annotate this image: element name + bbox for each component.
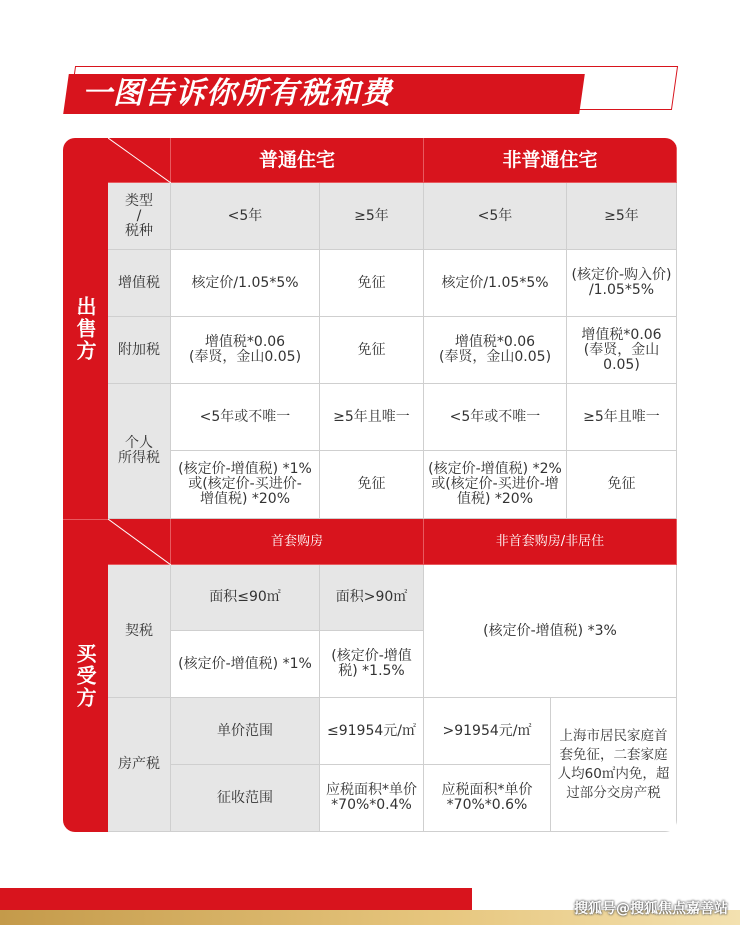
vat-cell: 核定价/1.05*5% bbox=[424, 250, 567, 317]
price-range-cell: >91954元/㎡ bbox=[424, 698, 551, 765]
deed-tax-label: 契税 bbox=[108, 565, 171, 698]
diagonal-corner bbox=[108, 138, 171, 183]
price-range-label: 单价范围 bbox=[171, 698, 320, 765]
property-tax-label: 房产税 bbox=[108, 698, 171, 832]
surcharge-cell: 增值税*0.06 (奉贤，金山0.05) bbox=[171, 317, 320, 384]
type-tax-header: 类型 / 税种 bbox=[108, 183, 171, 250]
property-tax-note: 上海市居民家庭首 套免征，二套家庭 人均60㎡内免，超 过部分交房产税 bbox=[551, 698, 677, 832]
vat-label: 增值税 bbox=[108, 250, 171, 317]
income-cell: 免征 bbox=[320, 451, 424, 519]
deed-area-cell: 面积>90㎡ bbox=[320, 565, 424, 631]
income-cell: 免征 bbox=[567, 451, 677, 519]
deed-rate-cell: (核定价-增值税) *1% bbox=[171, 631, 320, 698]
deed-nonfirst-cell: (核定价-增值税) *3% bbox=[424, 565, 677, 698]
period-cell: ≥5年 bbox=[567, 183, 677, 250]
nonfirst-home-header: 非首套购房/非居住 bbox=[424, 519, 677, 565]
income-tax-label: 个人 所得税 bbox=[108, 384, 171, 519]
income-condition-cell: <5年或不唯一 bbox=[171, 384, 320, 451]
levy-cell: 应税面积*单价 *70%*0.4% bbox=[320, 765, 424, 832]
surcharge-label: 附加税 bbox=[108, 317, 171, 384]
seller-side-label: 出售方 bbox=[63, 138, 108, 519]
tax-table bbox=[63, 138, 677, 832]
levy-cell: 应税面积*单价 *70%*0.6% bbox=[424, 765, 551, 832]
period-cell: <5年 bbox=[171, 183, 320, 250]
levy-range-label: 征收范围 bbox=[171, 765, 320, 832]
surcharge-cell: 增值税*0.06 (奉贤，金山0.05) bbox=[567, 317, 677, 384]
deed-area-cell: 面积≤90㎡ bbox=[171, 565, 320, 631]
surcharge-cell: 免征 bbox=[320, 317, 424, 384]
period-cell: ≥5年 bbox=[320, 183, 424, 250]
vat-cell: 免征 bbox=[320, 250, 424, 317]
diagonal-corner bbox=[108, 519, 171, 565]
surcharge-cell: 增值税*0.06 (奉贤，金山0.05) bbox=[424, 317, 567, 384]
income-cell: (核定价-增值税) *1% 或(核定价-买进价- 增值税) *20% bbox=[171, 451, 320, 519]
deed-rate-cell: (核定价-增值 税) *1.5% bbox=[320, 631, 424, 698]
ordinary-housing-header: 普通住宅 bbox=[171, 138, 424, 183]
footer-red-bar bbox=[0, 888, 472, 910]
buyer-side-label: 买受方 bbox=[63, 519, 108, 832]
income-cell: (核定价-增值税) *2% 或(核定价-买进价-增 值税) *20% bbox=[424, 451, 567, 519]
vat-cell: 核定价/1.05*5% bbox=[171, 250, 320, 317]
nonordinary-housing-header: 非普通住宅 bbox=[424, 138, 677, 183]
income-condition-cell: ≥5年且唯一 bbox=[320, 384, 424, 451]
period-cell: <5年 bbox=[424, 183, 567, 250]
first-home-header: 首套购房 bbox=[171, 519, 424, 565]
watermark: 搜狐号@搜狐焦点嘉善站 bbox=[574, 901, 728, 917]
income-condition-cell: <5年或不唯一 bbox=[424, 384, 567, 451]
income-condition-cell: ≥5年且唯一 bbox=[567, 384, 677, 451]
page-title: 一图告诉你所有税和费 bbox=[82, 76, 392, 111]
vat-cell: (核定价-购入价) /1.05*5% bbox=[567, 250, 677, 317]
price-range-cell: ≤91954元/㎡ bbox=[320, 698, 424, 765]
